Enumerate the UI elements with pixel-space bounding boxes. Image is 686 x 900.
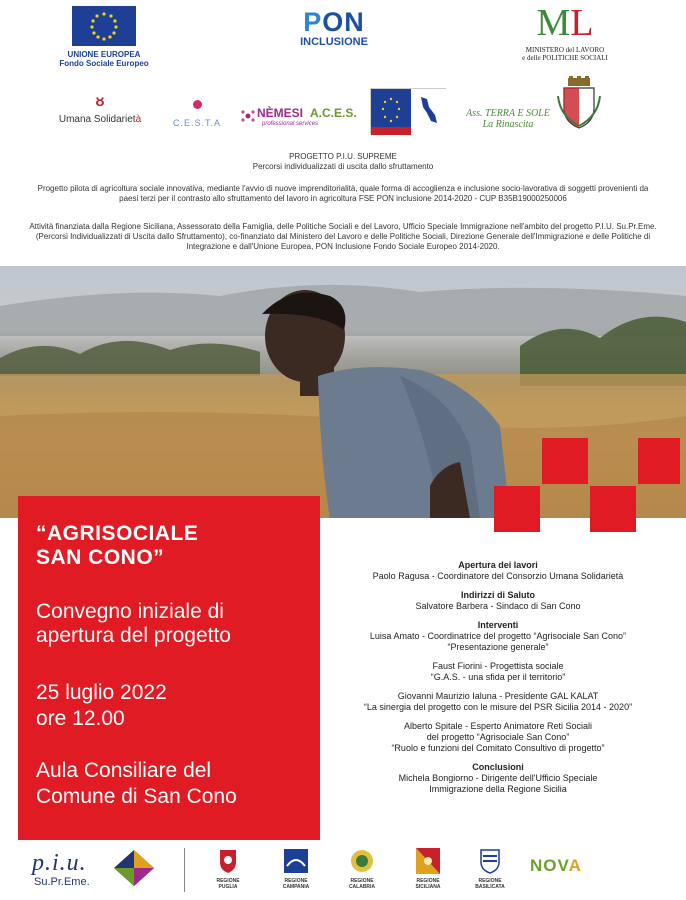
- ministry-ml-icon: ML: [536, 2, 594, 44]
- event-title: “AGRISOCIALE SAN CONO”: [36, 522, 199, 569]
- region-label: REGIONE SICILIANA: [415, 878, 441, 890]
- event-subtitle: Convegno iniziale di apertura del progetto: [36, 600, 231, 647]
- event-venue: Aula Consiliare del Comune di San Cono: [36, 759, 237, 808]
- region-basilicata-logo: [470, 848, 510, 890]
- nemesi-dots-icon: [240, 108, 256, 124]
- region-label: REGIONE CALABRIA: [348, 878, 376, 890]
- cesta-logo: [166, 96, 228, 128]
- section-heading: Apertura dei lavori: [458, 560, 538, 570]
- ministry-logo: [500, 4, 630, 62]
- section-heading: Conclusioni: [472, 762, 524, 772]
- pon-inclusione-logo: [286, 8, 382, 48]
- cesta-name: C.E.S.T.A: [172, 118, 221, 128]
- sicilia-trinacria-icon: [416, 848, 440, 874]
- section-lines: Luisa Amato - Coordinatrice del progetto “Agrisociale San Cono” “Presentazione generale”: [369, 631, 627, 652]
- piu-sub: Su.Pr.Eme.: [34, 876, 90, 888]
- nova-text: NOV: [530, 856, 569, 875]
- piu-text: p.i.u.: [32, 850, 87, 876]
- eu-flag-icon: [72, 6, 136, 46]
- umana-solidarieta-logo: [48, 94, 152, 126]
- programme-section: [330, 620, 666, 653]
- eu-logo-text: [56, 50, 152, 68]
- red-square-decor: [638, 438, 680, 484]
- red-square-decor: [542, 438, 588, 484]
- programme-section: [330, 590, 666, 612]
- event-panel: [18, 496, 320, 840]
- region-label: REGIONE CAMPANIA: [282, 878, 310, 890]
- eu-line1: UNIONE EUROPEA: [67, 50, 141, 59]
- ministry-line1: MINISTERO del LAVORO: [525, 46, 605, 54]
- funding-text: Attività finanziata dalla Regione Siciliana, Assessorato della Famiglia, delle Politiche Sociali e del Lavoro, Ufficio Speciale Immigrazione nell'ambito del progetto P.I.U. Su.Pr.Eme. (Percorsi Individualizzati di Uscita dallo Sfruttamento), co-finanziato dal Ministero del Lavoro e delle Politiche Sociali, Direzione Generale dell'Immigrazione e delle Politiche di Integrazione e dall'Unione Europea, PON Inclusione Fondo Sociale Europeo 2014-2020.: [29, 222, 657, 251]
- terra-e-sole-logo: [462, 108, 554, 130]
- eu-line2: Fondo Sociale Europeo: [59, 59, 149, 68]
- umana-name: Umana Solidariet: [58, 114, 136, 125]
- red-square-decor: [590, 486, 636, 532]
- programme-section: [330, 762, 666, 795]
- nova-logo: [530, 856, 606, 876]
- terra-line2: La Rinascita: [482, 119, 534, 130]
- campania-icon: [283, 848, 309, 874]
- region-label: REGIONE PUGLIA: [216, 878, 240, 890]
- section-lines: Paolo Ragusa - Coordinatore del Consorzio Umana Solidarietà: [372, 571, 624, 581]
- nemesi-name: NÈMESI: [257, 106, 304, 120]
- red-square-decor: [494, 486, 540, 532]
- project-pilot-text: Progetto pilota di agricoltura sociale innovativa, mediante l'avvio di nuove imprenditorialità, quale forma di accoglienza e inclusione socio-lavorativa di soggetti provenienti da paesi terzi per il contrasto allo sfruttamento del lavoro in agricoltura FSE PON inclusione 2014-2020 - CUP B35B19000250006: [37, 184, 649, 203]
- project-subtitle: Percorsi individualizzati di uscita dallo sfruttamento: [252, 162, 434, 171]
- calabria-crest-icon: [350, 848, 374, 874]
- programme-section: [330, 721, 666, 754]
- terra-line1: Ass. TERRA E SOLE: [466, 108, 550, 119]
- region-calabria-logo: [344, 848, 380, 890]
- nemesi-sub: professional services: [262, 121, 319, 127]
- nova-text-end: A: [568, 856, 582, 875]
- footer-divider: [184, 848, 185, 892]
- project-title: PROGETTO P.I.U. SUPREME: [289, 152, 397, 161]
- pon-sub: INCLUSIONE: [300, 36, 368, 48]
- italy-eu-map-logo: [370, 88, 446, 134]
- section-heading: Indirizzi di Saluto: [461, 590, 535, 600]
- basilicata-crest-icon: [479, 848, 501, 874]
- region-puglia-logo: [210, 848, 246, 890]
- section-lines: Giovanni Maurizio Ialuna - Presidente GAL KALAT “La sinergia del progetto con le misure del PSR Sicilia 2014 - 2020”: [363, 691, 633, 712]
- pon-letters-on: ON: [322, 7, 365, 37]
- kite-icon: [112, 848, 156, 888]
- section-lines: Michela Bongiorno - Dirigente dell'Ufficio Speciale Immigrazione della Regione Sicilia: [398, 773, 598, 794]
- section-lines: Alberto Spitale - Esperto Animatore Reti Sociali del progetto “Agrisociale San Cono” “Ruolo e funzioni del Comitato Consultivo di progetto”: [391, 721, 605, 753]
- programme-section: [330, 661, 666, 683]
- region-campania-logo: [274, 848, 318, 890]
- cesta-dot-icon: [193, 100, 202, 109]
- umana-symbol-icon: ᴕ: [95, 93, 105, 110]
- aces-name: A.C.E.S.: [310, 106, 357, 120]
- section-lines: Salvatore Barbera - Sindaco di San Cono: [415, 601, 581, 611]
- programme: [330, 560, 666, 803]
- umana-name-end: à: [135, 114, 142, 125]
- section-heading: Interventi: [477, 620, 519, 630]
- municipal-crest-icon: [556, 76, 602, 130]
- nemesi-aces-logo: [240, 104, 362, 132]
- pon-letter-p: P: [303, 7, 323, 37]
- piu-supreme-logo: [32, 842, 158, 896]
- programme-section: [330, 691, 666, 713]
- section-lines: Faust Fiorini - Progettista sociale “G.A.S. - una sfida per il territorio”: [430, 661, 566, 682]
- event-date: 25 luglio 2022 ore 12.00: [36, 681, 167, 730]
- ministry-line2: e delle POLITICHE SOCIALI: [522, 54, 608, 62]
- puglia-crest-icon: [218, 848, 238, 874]
- programme-section: [330, 560, 666, 582]
- region-siciliana-logo: [408, 848, 448, 890]
- region-label: REGIONE BASILICATA: [475, 878, 505, 890]
